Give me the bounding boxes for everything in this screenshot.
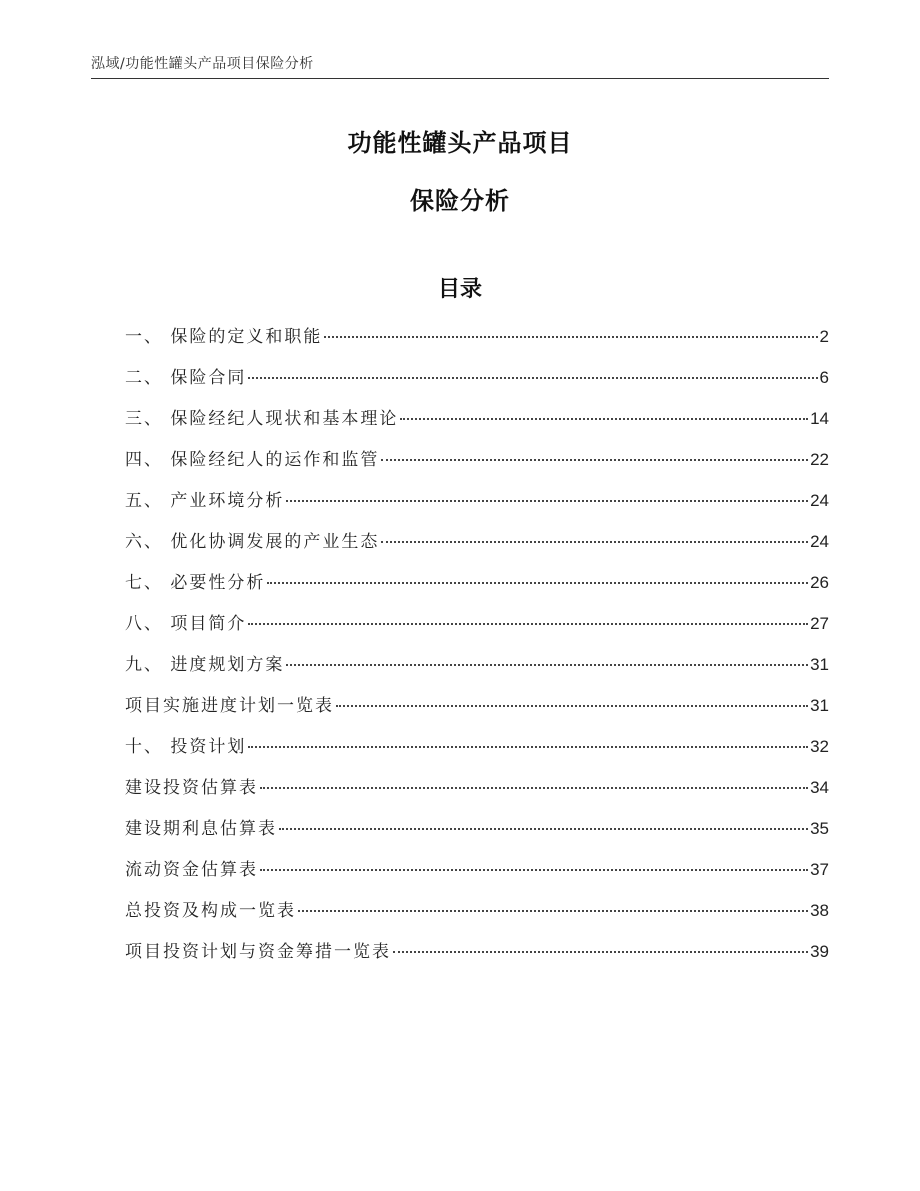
toc-entry-page: 14: [810, 409, 829, 428]
toc-entry-label: 七、 必要性分析: [125, 573, 266, 593]
toc-dot-leader: [393, 951, 808, 953]
toc-dot-leader: [279, 828, 808, 830]
document-subtitle: 保险分析: [410, 187, 510, 215]
toc-entry-page: 35: [810, 819, 829, 838]
toc-entry-page: 24: [810, 532, 829, 551]
toc-entry-label: 六、 优化协调发展的产业生态: [125, 532, 380, 552]
toc-dot-leader: [324, 336, 817, 338]
toc-entry[interactable]: [125, 732, 829, 773]
toc-entry[interactable]: [125, 609, 829, 650]
toc-entry[interactable]: [125, 527, 829, 568]
toc-entry-page: 26: [810, 573, 829, 592]
toc-entry[interactable]: [125, 896, 829, 937]
toc-entry-label: 三、 保险经纪人现状和基本理论: [125, 409, 399, 429]
toc-entry-page: 32: [810, 737, 829, 756]
toc-entry-label: 四、 保险经纪人的运作和监管: [125, 450, 380, 470]
toc-entry-label: 建设投资估算表: [125, 778, 258, 798]
toc-entry-label: 建设期利息估算表: [125, 819, 277, 839]
toc-entry-label: 五、 产业环境分析: [125, 491, 285, 511]
toc-dot-leader: [248, 377, 817, 379]
toc-entry-label: 八、 项目简介: [125, 614, 247, 634]
toc-entry-label: 十、 投资计划: [125, 737, 247, 757]
toc-entry[interactable]: [125, 650, 829, 691]
toc-entry-label: 总投资及构成一览表: [125, 901, 296, 921]
toc-entry[interactable]: [125, 486, 829, 527]
toc-entry-label: 项目投资计划与资金筹措一览表: [125, 942, 391, 962]
toc-entry-label: 流动资金估算表: [125, 860, 258, 880]
running-header: 泓域/功能性罐头产品项目保险分析: [91, 56, 314, 72]
toc-entry-page: 24: [810, 491, 829, 510]
toc-entry[interactable]: [125, 773, 829, 814]
toc-entry-page: 6: [819, 368, 829, 387]
toc-dot-leader: [286, 500, 808, 502]
toc-entry-page: 34: [810, 778, 829, 797]
toc-entry[interactable]: [125, 814, 829, 855]
toc-entry-page: 22: [810, 450, 829, 469]
toc-entry[interactable]: [125, 363, 829, 404]
toc-dot-leader: [381, 541, 808, 543]
toc-entry-page: 39: [810, 942, 829, 961]
toc-entry[interactable]: [125, 691, 829, 732]
toc-dot-leader: [260, 787, 808, 789]
toc-entry-label: 一、 保险的定义和职能: [125, 327, 323, 347]
toc-entry-page: 38: [810, 901, 829, 920]
toc-dot-leader: [336, 705, 808, 707]
toc-entry-page: 2: [819, 327, 829, 346]
toc-dot-leader: [267, 582, 808, 584]
header-divider: [91, 78, 829, 79]
toc-entry-page: 31: [810, 655, 829, 674]
toc-entry-label: 九、 进度规划方案: [125, 655, 285, 675]
toc-entry-page: 31: [810, 696, 829, 715]
table-of-contents: [125, 322, 829, 978]
toc-dot-leader: [298, 910, 808, 912]
toc-dot-leader: [248, 623, 808, 625]
toc-entry-page: 37: [810, 860, 829, 879]
toc-entry[interactable]: [125, 568, 829, 609]
toc-entry[interactable]: [125, 322, 829, 363]
toc-entry[interactable]: [125, 445, 829, 486]
toc-entry[interactable]: [125, 855, 829, 896]
toc-entry-label: 二、 保险合同: [125, 368, 247, 388]
toc-entry[interactable]: [125, 404, 829, 445]
toc-dot-leader: [286, 664, 808, 666]
toc-heading: 目录: [437, 277, 482, 302]
toc-entry-label: 项目实施进度计划一览表: [125, 696, 334, 716]
toc-dot-leader: [400, 418, 808, 420]
toc-dot-leader: [260, 869, 808, 871]
toc-dot-leader: [381, 459, 808, 461]
toc-entry-page: 27: [810, 614, 829, 633]
toc-dot-leader: [248, 746, 808, 748]
document-title: 功能性罐头产品项目: [347, 129, 573, 157]
toc-entry[interactable]: [125, 937, 829, 978]
